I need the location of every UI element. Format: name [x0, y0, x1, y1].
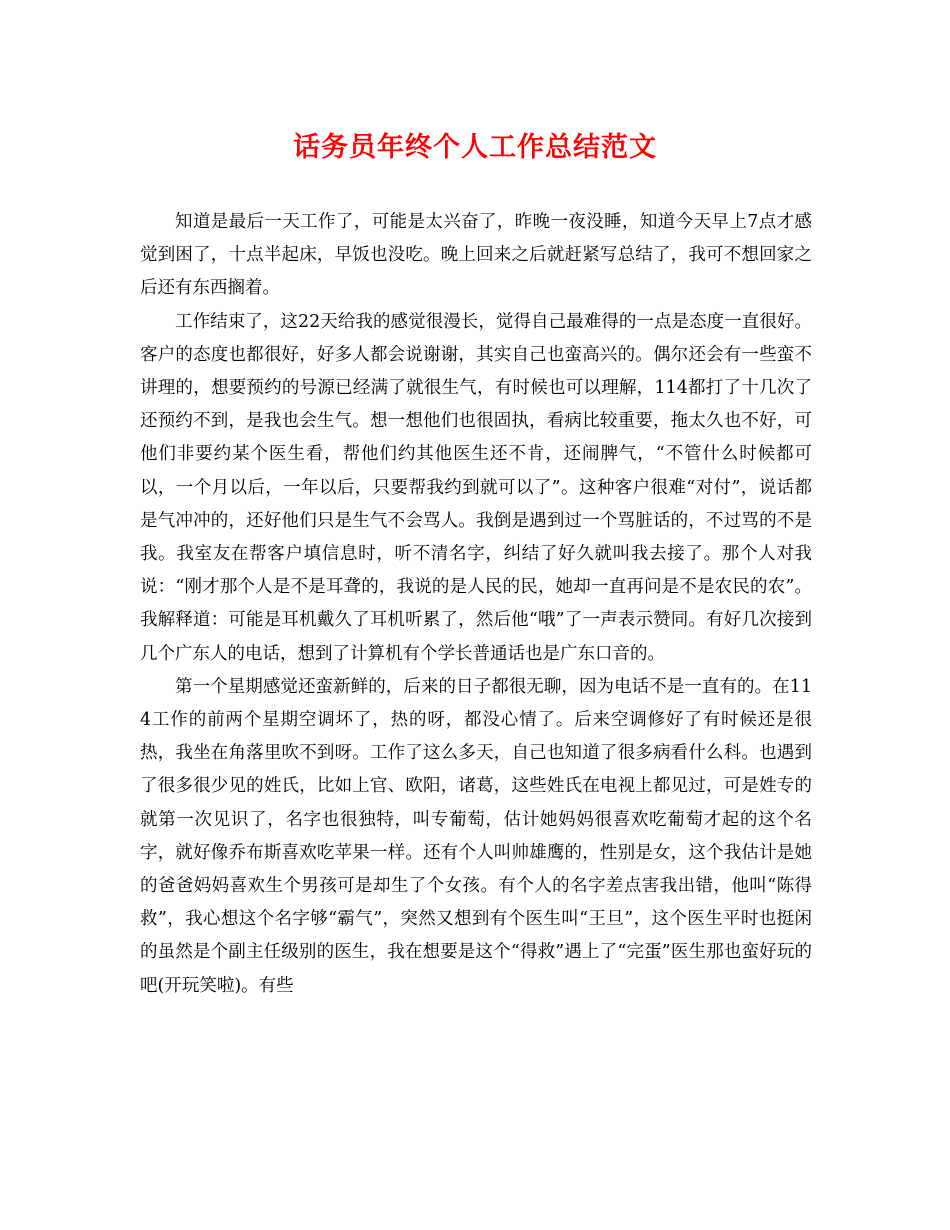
paragraph: 工作结束了，这22天给我的感觉很漫长，觉得自己最难得的一点是态度一直很好。客户的态度也都很好，好多人都会说谢谢，其实自己也蛮高兴的。偶尔还会有一些蛮不讲理的，想要预约的号源已经满了就很生气，有时候也可以理解，114都打了十几次了还预约不到，是我也会生气。想一想他们也很固执，看病比较重要，拖太久也不好，可他们非要约某个医生看，帮他们约其他医生还不肯，还闹脾气，“不管什么时候都可以，一个月以后，一年以后，只要帮我约到就可以了”。这种客户很难“对付”，说话都是气冲冲的，还好他们只是生气不会骂人。我倒是遇到过一个骂脏话的，不过骂的不是我。我室友在帮客户填信息时，听不清名字，纠结了好久就叫我去接了。那个人对我说：“刚才那个人是不是耳聋的，我说的是人民的民，她却一直再问是不是农民的农”。我解释道：可能是耳机戴久了耳机听累了，然后他“哦”了一声表示赞同。有好几次接到几个广东人的电话，想到了计算机有个学长普通话也是广东口音的。 — [140, 311, 812, 664]
paragraph: 知道是最后一天工作了，可能是太兴奋了，昨晚一夜没睡，知道今天早上7点才感觉到困了，十点半起床，早饭也没吃。晚上回来之后就赶紧写总结了，我可不想回家之后还有东西搁着。 — [140, 212, 812, 299]
document-body — [140, 206, 812, 1003]
paragraph: 第一个星期感觉还蛮新鲜的，后来的日子都很无聊，因为电话不是一直有的。在114工作的前两个星期空调坏了，热的呀，都没心情了。后来空调修好了有时候还是很热，我坐在角落里吹不到呀。工作了这么多天，自己也知道了很多病看什么科。也遇到了很多很少见的姓氏，比如上官、欧阳，诸葛，这些姓氏在电视上都见过，可是姓专的就第一次见识了，名字也很独特，叫专葡萄，估计她妈妈很喜欢吃葡萄才起的这个名字，就好像乔布斯喜欢吃苹果一样。还有个人叫帅雄鹰的，性别是女，这个我估计是她的爸爸妈妈喜欢生个男孩可是却生了个女孩。有个人的名字差点害我出错，他叫“陈得救”，我心想这个名字够“霸气”，突然又想到有个医生叫“王旦”，这个医生平时也挺闲的虽然是个副主任级别的医生，我在想要是这个“得救”遇上了“完蛋”医生那也蛮好玩的吧(开玩笑啦)。有些 — [140, 676, 812, 996]
document-title: 话务员年终个人工作总结范文 — [293, 132, 657, 163]
